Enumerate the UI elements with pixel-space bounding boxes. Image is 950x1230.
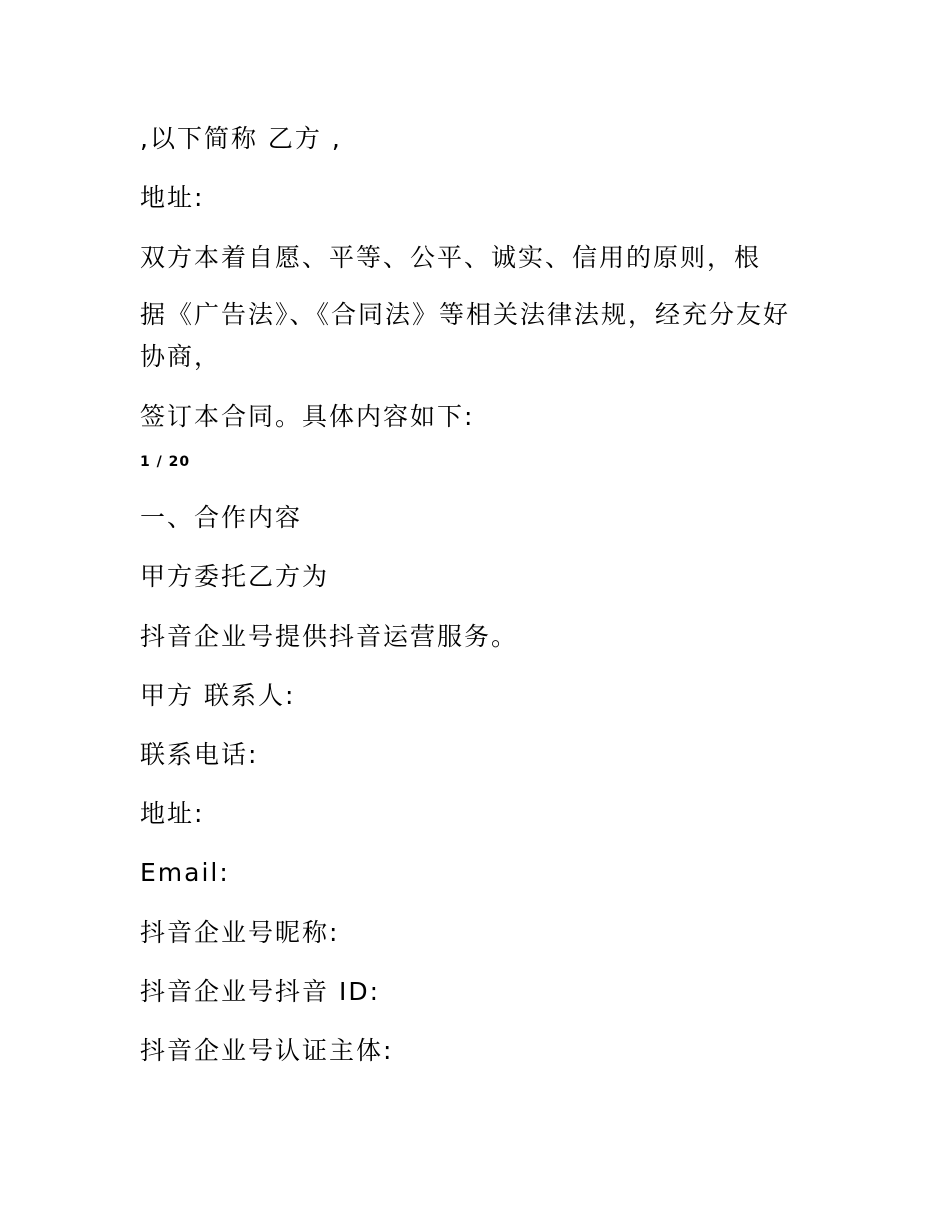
body-line: Email: xyxy=(140,858,230,887)
principle-line: 双方本着自愿、平等、公平、诚实、信用的原则，根 xyxy=(140,243,762,272)
body-line: 抖音企业号提供抖音运营服务。 xyxy=(140,622,519,651)
party-b-line: ,以下简称 乙方 , xyxy=(140,124,342,153)
body-line: 甲方委托乙方为 xyxy=(140,562,330,591)
body-line: 联系电话: xyxy=(140,740,259,769)
body-line: 抖音企业号认证主体: xyxy=(140,1036,394,1065)
body-line: 地址: xyxy=(140,799,205,828)
address-line: 地址: xyxy=(140,183,205,212)
legal-basis-paragraph: 据《广告法》、《合同法》等相关法律法规，经充分友好协商， xyxy=(140,300,791,371)
body-line: 抖音企业号抖音 ID: xyxy=(140,977,380,1006)
body-line: 甲方 联系人: xyxy=(140,681,296,710)
section-title: 一、合作内容 xyxy=(140,503,303,532)
body-line: 抖音企业号昵称: xyxy=(140,918,340,947)
sign-contract-line: 签订本合同。具体内容如下: xyxy=(140,402,475,431)
page-number: 1 / 20 xyxy=(140,454,191,470)
